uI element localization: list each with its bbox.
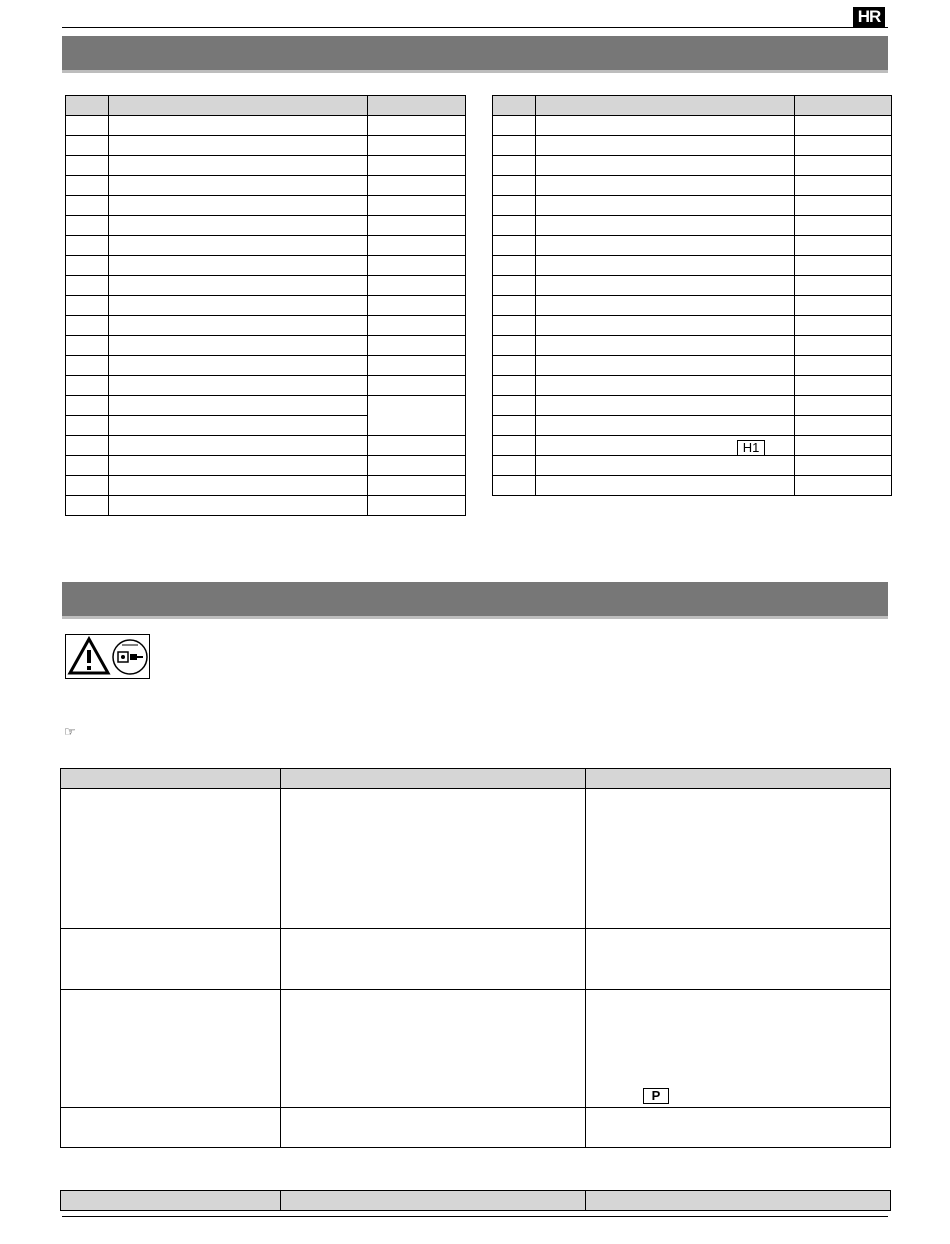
h1-key-label: H1 [737, 440, 765, 456]
troubleshooting-table-continued [60, 1190, 891, 1211]
bottom-rule [62, 1216, 888, 1217]
table-row [61, 990, 891, 1108]
col-header [61, 769, 281, 789]
table-row [493, 116, 892, 136]
table-row [493, 416, 892, 436]
table-row [493, 436, 892, 456]
col-header [66, 96, 109, 116]
table-row [66, 356, 466, 376]
table-row [66, 396, 466, 416]
col-header [281, 1191, 586, 1211]
table-header-row [61, 769, 891, 789]
section-header-bar [62, 36, 888, 70]
table-header-row [66, 96, 466, 116]
table-row [493, 136, 892, 156]
table-row [66, 476, 466, 496]
table-row [493, 236, 892, 256]
table-row [493, 376, 892, 396]
section-header-bar [62, 582, 888, 616]
table-row [66, 136, 466, 156]
col-header [368, 96, 466, 116]
table-row [66, 116, 466, 136]
pointing-hand-icon: ☞ [64, 724, 76, 739]
table-row [66, 236, 466, 256]
parts-table-left [65, 95, 466, 516]
table-row [66, 176, 466, 196]
table-row [493, 456, 892, 476]
table-row [66, 196, 466, 216]
table-row [61, 789, 891, 929]
troubleshooting-table [60, 768, 891, 1148]
table-row [493, 216, 892, 236]
table-row [493, 396, 892, 416]
table-row [66, 336, 466, 356]
col-header [281, 769, 586, 789]
col-header [61, 1191, 281, 1211]
p-key-label: P [643, 1088, 669, 1104]
warning-triangle-icon [66, 635, 149, 678]
table-row [66, 256, 466, 276]
table-header-row [493, 96, 892, 116]
table-row [66, 216, 466, 236]
col-header [493, 96, 536, 116]
unplug-icon [113, 640, 147, 674]
table-row [493, 336, 892, 356]
col-header [795, 96, 892, 116]
table-row [493, 296, 892, 316]
table-row [66, 496, 466, 516]
table-row [66, 456, 466, 476]
table-row [66, 296, 466, 316]
col-header [109, 96, 368, 116]
table-row [493, 476, 892, 496]
language-badge: HR [853, 7, 885, 27]
table-row [61, 1108, 891, 1148]
table-row [493, 256, 892, 276]
table-row [66, 376, 466, 396]
table-row [66, 276, 466, 296]
table-header-row [61, 1191, 891, 1211]
parts-table-right [492, 95, 892, 496]
table-row [493, 316, 892, 336]
safety-pictogram-box [65, 634, 150, 679]
col-header [536, 96, 795, 116]
table-row [61, 929, 891, 990]
top-rule [62, 27, 888, 28]
table-row [493, 196, 892, 216]
table-row [66, 436, 466, 456]
table-row [493, 356, 892, 376]
table-row [493, 176, 892, 196]
table-row [493, 276, 892, 296]
table-row [66, 316, 466, 336]
col-header [586, 769, 891, 789]
col-header [586, 1191, 891, 1211]
table-row [66, 156, 466, 176]
table-row [493, 156, 892, 176]
